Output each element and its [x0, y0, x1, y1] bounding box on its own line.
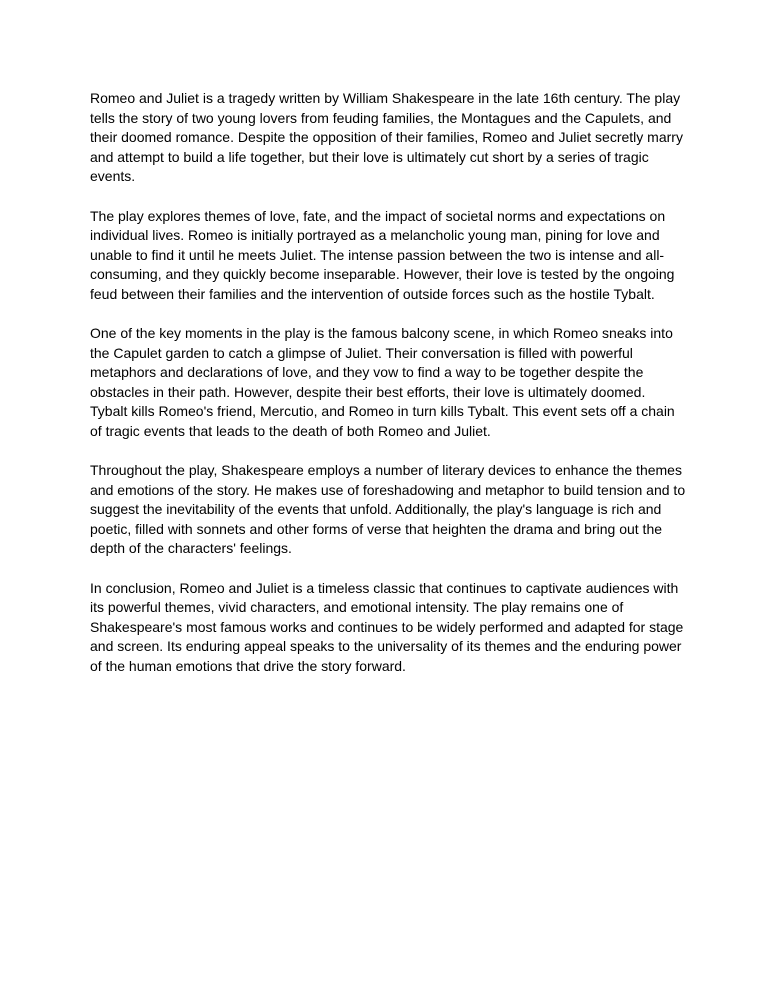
paragraph-themes: The play explores themes of love, fate, and the impact of societal norms and expectations on individual lives. Romeo is initially portrayed as a melancholic young man, pining for love and unable to find it until he meets Juliet. The intense passion between the two is intense and all-consuming, and they quickly become inseparable. However, their love is tested by the ongoing feud between their families and the intervention of outside forces such as the hostile Tybalt.	[90, 207, 675, 302]
paragraph-intro: Romeo and Juliet is a tragedy written by William Shakespeare in the late 16th century. The play tells the story of two young lovers from feuding families, the Montagues and the Capulets, and their doomed romance. Despite the opposition of their families, Romeo and Juliet secretly marry and attempt to build a life together, but their love is ultimately cut short by a series of tragic events.	[90, 90, 683, 184]
document-body	[90, 89, 686, 696]
paragraph-balcony-scene: One of the key moments in the play is the famous balcony scene, in which Romeo sneaks into the Capulet garden to catch a glimpse of Juliet. Their conversation is filled with powerful metaphors and declarations of love, and they vow to find a way to be together despite the obstacles in their path. However, despite their best efforts, their love is ultimately doomed. Tybalt kills Romeo's friend, Mercutio, and Romeo in turn kills Tybalt. This event sets off a chain of tragic events that leads to the death of both Romeo and Juliet.	[90, 325, 675, 439]
paragraph-literary-devices: Throughout the play, Shakespeare employs a number of literary devices to enhance the themes and emotions of the story. He makes use of foreshadowing and metaphor to build tension and to suggest the inevitability of the events that unfold. Additionally, the play's language is rich and poetic, filled with sonnets and other forms of verse that heighten the drama and bring out the depth of the characters' feelings.	[90, 462, 686, 556]
paragraph-conclusion: In conclusion, Romeo and Juliet is a timeless classic that continues to captivate audiences with its powerful themes, vivid characters, and emotional intensity. The play remains one of Shakespeare's most famous works and continues to be widely performed and adapted for stage and screen. Its enduring appeal speaks to the universality of its themes and the enduring power of the human emotions that drive the story forward.	[90, 579, 684, 674]
